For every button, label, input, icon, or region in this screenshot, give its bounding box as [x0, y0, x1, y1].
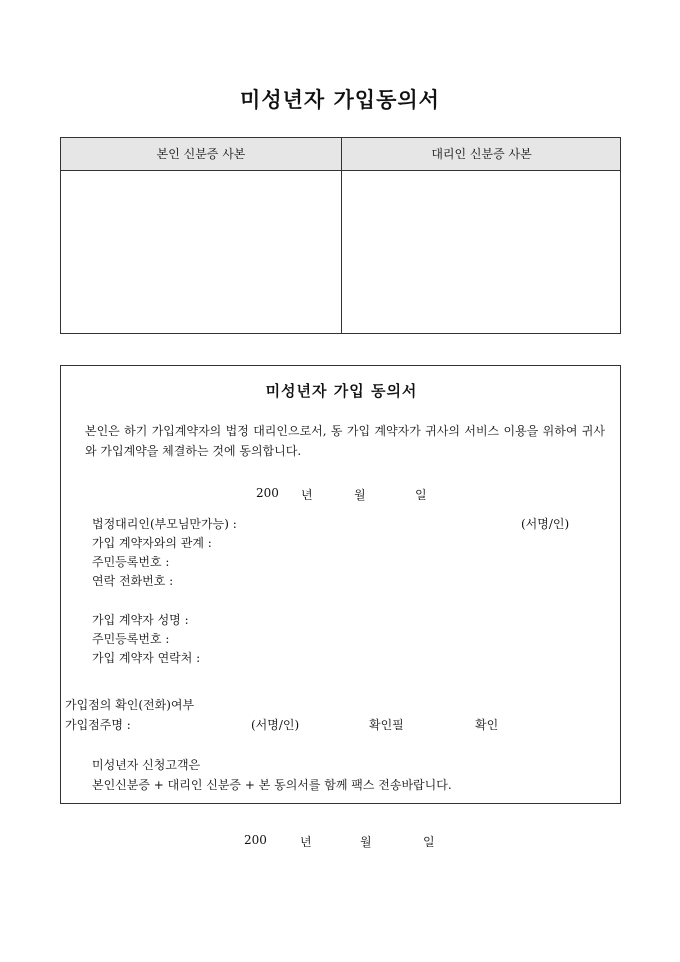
confirm-required-label: 확인필: [369, 718, 404, 732]
consent-date-year-prefix: 200: [256, 486, 279, 500]
agent-id-copy-header: 대리인 신분증 사본: [431, 147, 532, 161]
subscriber-name-label: 가입 계약자 성명 :: [92, 613, 189, 627]
guardian-phone-label: 연락 전화번호 :: [92, 574, 174, 588]
consent-form: [60, 365, 621, 804]
subscriber-rrn-label: 주민등록번호 :: [92, 632, 170, 646]
consent-date-month: 월: [354, 488, 366, 502]
footer-date-year: 년: [300, 835, 312, 849]
notice-line-2: 본인신분증 + 대리인 신분증 + 본 동의서를 함께 팩스 전송바랍니다.: [92, 778, 452, 792]
guardian-signature-label: (서명/인): [521, 517, 570, 531]
guardian-rrn-label: 주민등록번호 :: [92, 555, 170, 569]
store-check-label: 가입점의 확인(전화)여부: [65, 698, 195, 712]
consent-paragraph: 본인은 하기 가입계약자의 법정 대리인으로서, 동 가입 계약자가 귀사의 서비스 이용을 위하여 귀사와 가입계약을 체결하는 것에 동의합니다.: [85, 424, 605, 458]
store-signature-label: (서명/인): [251, 718, 300, 732]
self-id-copy-header: 본인 신분증 사본: [156, 147, 246, 161]
footer-date-month: 월: [360, 835, 372, 849]
relation-label: 가입 계약자와의 관계 :: [92, 536, 212, 550]
guardian-label: 법정대리인(부모님만가능) :: [92, 517, 237, 531]
id-copy-divider: [341, 138, 342, 333]
store-manager-label: 가입점주명 :: [65, 718, 131, 732]
consent-title: 미성년자 가입 동의서: [265, 382, 418, 400]
footer-date-year-prefix: 200: [244, 833, 267, 847]
confirm-label: 확인: [475, 718, 499, 732]
consent-date-day: 일: [415, 488, 427, 502]
document-title: 미성년자 가입동의서: [240, 87, 440, 112]
id-copy-table: [60, 137, 621, 334]
consent-date-year: 년: [301, 488, 313, 502]
notice-line-1: 미성년자 신청고객은: [92, 758, 201, 772]
subscriber-phone-label: 가입 계약자 연락처 :: [92, 651, 201, 665]
footer-date-day: 일: [423, 835, 435, 849]
